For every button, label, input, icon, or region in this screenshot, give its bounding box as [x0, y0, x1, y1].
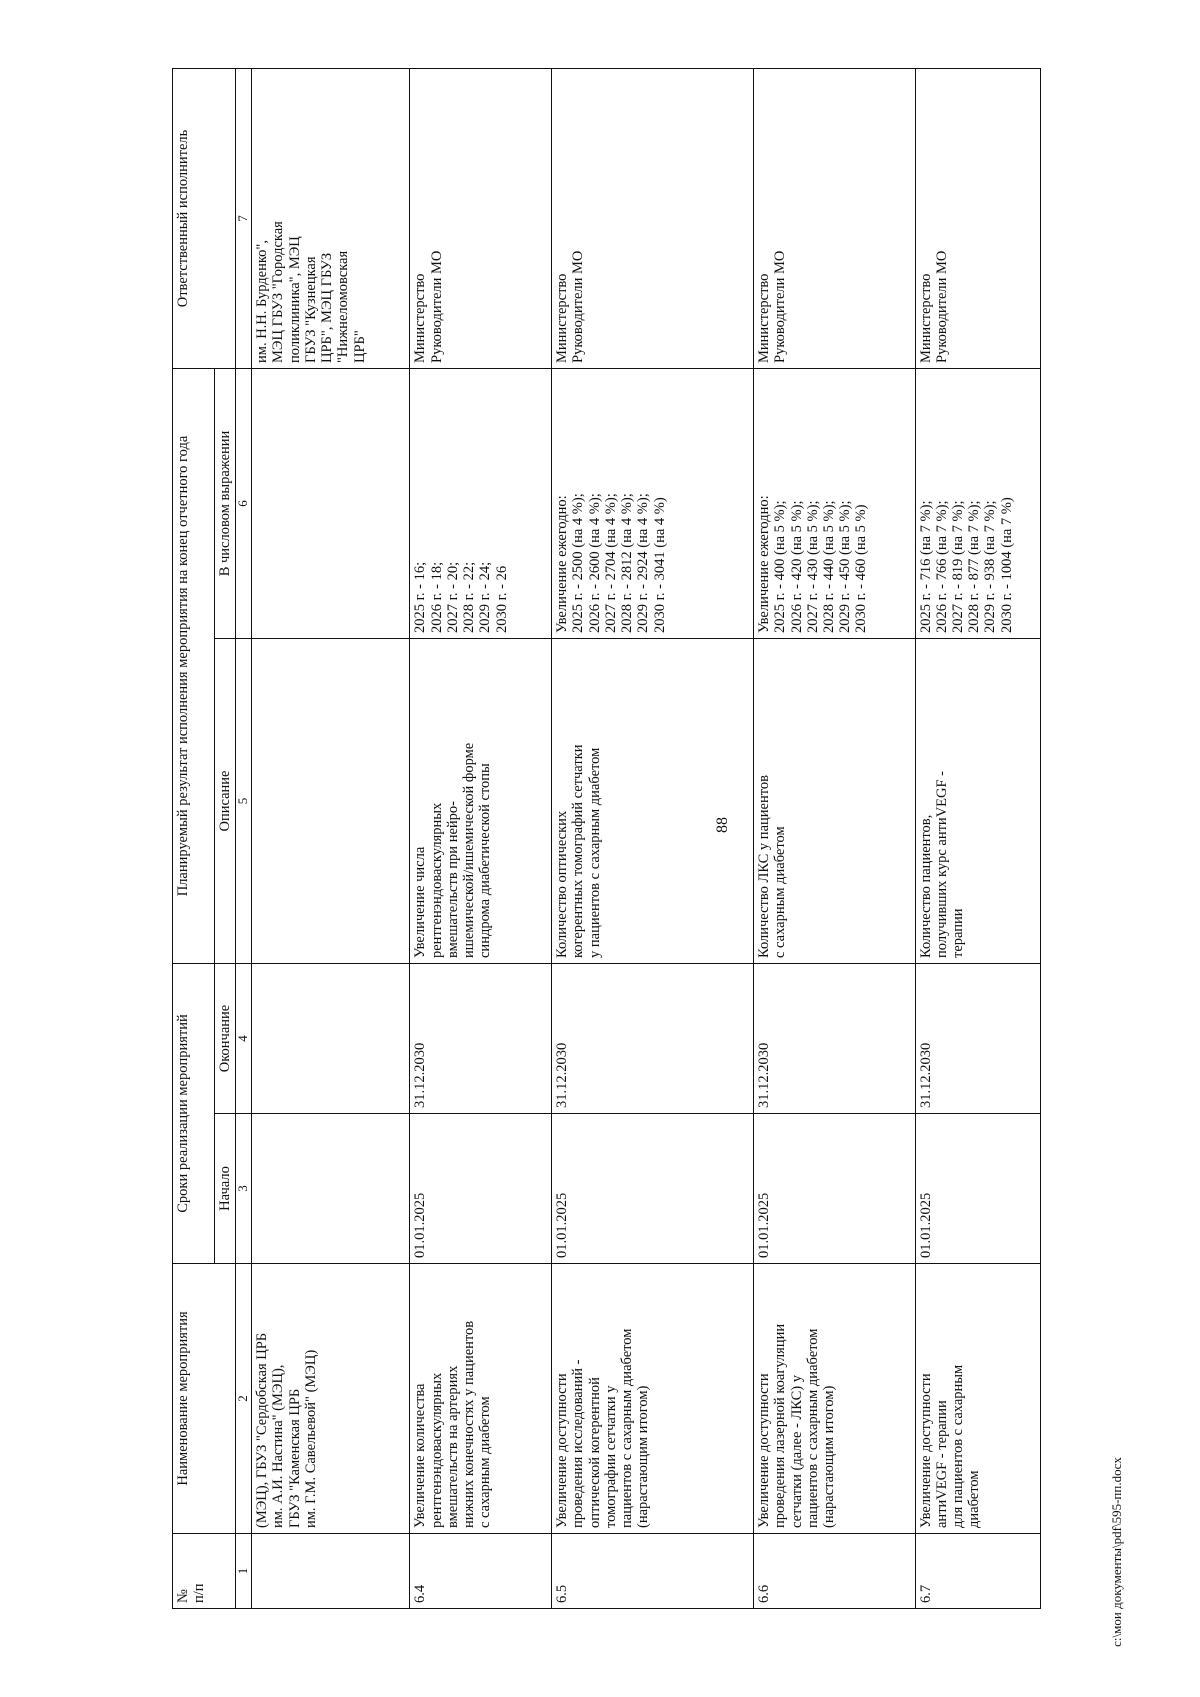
header-description: Описание: [215, 639, 236, 964]
page-number: 88: [714, 817, 731, 833]
row-responsible: им. Н.Н. Бурденко", МЭЦ ГБУЗ "Городская поликлиника", МЭЦ ГБУЗ "Кузнецкая ЦРБ", МЭЦ ГБУЗ "Нижнеломовская ЦРБ": [252, 68, 410, 368]
row-responsible: Министерство Руководители МО: [410, 68, 552, 368]
table-row: [252, 68, 410, 1608]
row-end: [252, 964, 410, 1114]
column-index: 5: [236, 639, 252, 964]
table-row: [410, 68, 552, 1608]
column-index: 3: [236, 1114, 252, 1264]
row-num: 6.5: [552, 1534, 754, 1609]
measures-table: [172, 68, 1041, 1609]
row-num: [252, 1534, 410, 1609]
column-index: 1: [236, 1534, 252, 1609]
row-numeric: Увеличение ежегодно: 2025 г. - 2500 (на 4 %); 2026 г. - 2600 (на 4 %); 2027 г. - 2704 (на 4 %); 2028 г. - 2812 (на 4 %); 2029 г. - 2924 (на 4 %); 2030 г. - 3041 (на 4 %): [552, 368, 754, 638]
row-numeric: Увеличение ежегодно: 2025 г. - 400 (на 5 %); 2026 г. - 420 (на 5 %); 2027 г. - 430 (на 5 %); 2028 г. - 440 (на 5 %); 2029 г. - 450 (на 5 %); 2030 г. - 460 (на 5 %): [754, 368, 915, 638]
row-responsible: Министерство Руководители МО: [754, 68, 915, 368]
row-num: 6.6: [754, 1534, 915, 1609]
row-name: Увеличение доступности проведения лазерной коагуляции сетчатки (далее - ЛКС) у пациентов с сахарным диабетом (нарастающим итогом): [754, 1264, 915, 1534]
table-row: [754, 68, 915, 1608]
header-name: Наименование мероприятия: [173, 1264, 236, 1534]
row-responsible: Министерство Руководители МО: [552, 68, 754, 368]
row-end: 31.12.2030: [552, 964, 754, 1114]
row-name: Увеличение доступности проведения исследований - оптической когерентной томографии сетчатки у пациентов с сахарным диабетом (нарастающим итогом): [552, 1264, 754, 1534]
row-start: 01.01.2025: [754, 1114, 915, 1264]
header-start: Начало: [215, 1114, 236, 1264]
row-name: (МЭЦ), ГБУЗ "Сердобская ЦРБ им. А.И. Настина" (МЭЦ), ГБУЗ "Каменская ЦРБ им. Г.М. Савельевой" (МЭЦ): [252, 1264, 410, 1534]
column-index: 6: [236, 368, 252, 638]
row-end: 31.12.2030: [410, 964, 552, 1114]
header-numeric: В числовом выражении: [215, 368, 236, 638]
row-description: [252, 639, 410, 964]
row-description: Увеличение числа рентгенэндоваскулярных вмешательств при нейро- ишемической/ишемической форме синдрома диабетической стопы: [410, 639, 552, 964]
rotated-table-wrapper: [172, 69, 1041, 1609]
row-numeric: 2025 г. - 16; 2026 г. - 18; 2027 г. - 20; 2028 г. - 22; 2029 г. - 24; 2030 г. - 26: [410, 368, 552, 638]
header-result-group: Планируемый результат исполнения мероприятия на конец отчетного года: [173, 368, 215, 963]
row-numeric: [252, 368, 410, 638]
row-num: 6.7: [915, 1534, 1041, 1609]
column-index: 4: [236, 964, 252, 1114]
row-description: Количество ЛКС у пациентов с сахарным диабетом: [754, 639, 915, 964]
row-num: 6.4: [410, 1534, 552, 1609]
row-numeric: 2025 г. - 716 (на 7 %); 2026 г. - 766 (на 7 %); 2027 г. - 819 (на 7 %); 2028 г. - 877 (на 7 %); 2029 г. - 938 (на 7 %); 2030 г. - 1004 (на 7 %): [915, 368, 1041, 638]
row-start: 01.01.2025: [915, 1114, 1041, 1264]
row-description: Количество оптических когерентных томографий сетчатки у пациентов с сахарным диабетом: [552, 639, 754, 964]
column-index-row: [236, 68, 252, 1608]
row-start: 01.01.2025: [552, 1114, 754, 1264]
row-end: 31.12.2030: [915, 964, 1041, 1114]
row-responsible: Министерство Руководители МО: [915, 68, 1041, 368]
table-row: [552, 68, 754, 1608]
footer-file-path: c:\мои документы\pdf\595-пп.docx: [1109, 1457, 1124, 1647]
row-start: [252, 1114, 410, 1264]
row-name: Увеличение доступности антиVEGF - терапии для пациентов с сахарным диабетом: [915, 1264, 1041, 1534]
row-description: Количество пациентов, получивших курс антиVEGF - терапии: [915, 639, 1041, 964]
table-row: [915, 68, 1041, 1608]
row-start: 01.01.2025: [410, 1114, 552, 1264]
row-end: 31.12.2030: [754, 964, 915, 1114]
header-responsible: Ответственный исполнитель: [173, 68, 236, 368]
header-row-top: [173, 68, 215, 1608]
row-name: Увеличение количества рентгенэндоваскулярных вмешательств на артериях нижних конечностях у пациентов с сахарным диабетом: [410, 1264, 552, 1534]
header-end: Окончание: [215, 964, 236, 1114]
column-index: 7: [236, 68, 252, 368]
column-index: 2: [236, 1264, 252, 1534]
header-num: № п/п: [173, 1534, 236, 1609]
header-dates-group: Сроки реализации мероприятий: [173, 964, 215, 1264]
